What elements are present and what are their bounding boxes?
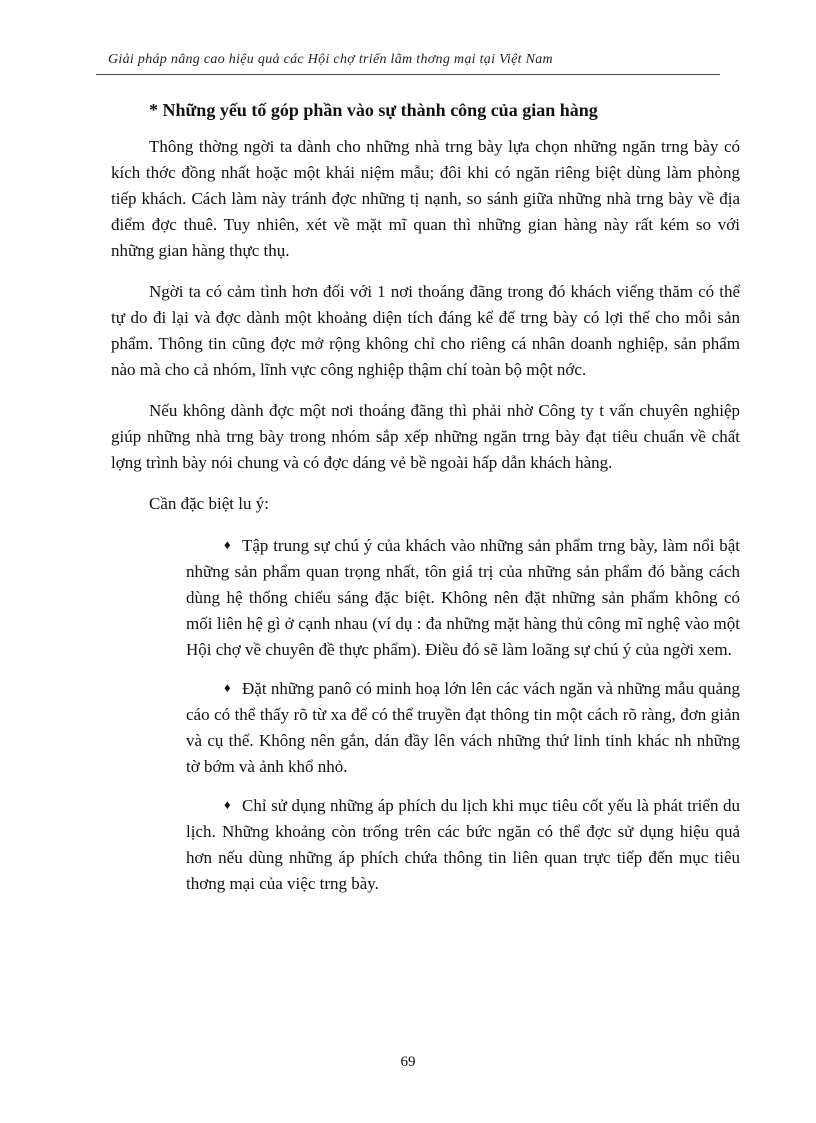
note-line: Cần đặc biệt lu ý: — [149, 494, 269, 513]
bullet-text: Tập trung sự chú ý của khách vào những sản phẩm trng bày, làm nổi bật những sản phẩm quan trọng nhất, tôn giá trị của những sản phẩm đó bằng cách dùng hệ thống chiếu sáng đặc biệt. Không nên đặt những sản phẩm không có mối liên hệ gì ở cạnh nhau (ví dụ : đa những mặt hàng thủ công mĩ nghệ vào một Hội chợ về chuyên đề thực phẩm). Điều đó sẽ làm loãng sự chú ý của ngời xem. — [186, 536, 740, 659]
diamond-bullet-icon: ♦ — [224, 797, 231, 812]
bullet-text: Đặt những panô có minh hoạ lớn lên các vách ngăn và những mẫu quảng cáo có thể thấy rõ từ xa để có thể truyền đạt thông tin một cách rõ ràng, đơn giản và cụ thể. Không nên gắn, dán đầy lên vách những thứ linh tinh khác nh những tờ bớm và ảnh khổ nhỏ. — [186, 679, 740, 776]
diamond-bullet-icon: ♦ — [224, 680, 231, 695]
page-number: 69 — [400, 1054, 416, 1070]
diamond-bullet-icon: ♦ — [224, 537, 231, 552]
paragraph-3: Nếu không dành đợc một nơi thoáng đãng thì phải nhờ Công ty t vấn chuyên nghiệp giúp những nhà trng bày trong nhóm sắp xếp những ngăn trng bày đạt tiêu chuẩn về chất lợng trình bày nói chung và có đợc dáng vẻ bề ngoài hấp dẫn khách hàng. — [111, 401, 740, 472]
bullet-item-1 — [111, 532, 740, 663]
header-divider — [96, 74, 720, 75]
body-text — [111, 134, 740, 909]
section-heading: * Những yếu tố góp phần vào sự thành công của gian hàng — [149, 100, 598, 120]
paragraph-2: Ngời ta có cảm tình hơn đối với 1 nơi thoáng đãng trong đó khách viếng thăm có thể tự do đi lại và đợc dành một khoảng diện tích đáng kể để trng bày có lợi thế cho mỗi sản phẩm. Thông tin cũng đợc mở rộng không chỉ cho riêng cá nhân doanh nghiệp, sản phẩm nào mà cho cả nhóm, lĩnh vực công nghiệp thậm chí toàn bộ một nớc. — [111, 282, 740, 379]
bullet-item-2 — [111, 675, 740, 780]
running-header: Giải pháp nâng cao hiệu quả các Hội chợ triển lãm thơng mại tại Việt Nam — [108, 52, 553, 67]
paragraph-1: Thông thờng ngời ta dành cho những nhà trng bày lựa chọn những ngăn trng bày có kích thớc đồng nhất hoặc một khái niệm mẫu; đôi khi có ngăn riêng biệt dùng làm phòng tiếp khách. Cách làm này tránh đợc những tị nạnh, so sánh giữa những nhà trng bày về địa điểm đợc thuê. Tuy nhiên, xét về mặt mĩ quan thì những gian hàng này rất kém so với những gian hàng thực thụ. — [111, 137, 740, 260]
bullet-text: Chỉ sử dụng những áp phích du lịch khi mục tiêu cốt yếu là phát triển du lịch. Những khoảng còn trống trên các bức ngăn có thể đợc sử dụng hiệu quả hơn nếu dùng những áp phích chứa thông tin liên quan trực tiếp đến mục tiêu thơng mại của việc trng bày. — [186, 796, 740, 893]
bullet-item-3 — [111, 792, 740, 897]
